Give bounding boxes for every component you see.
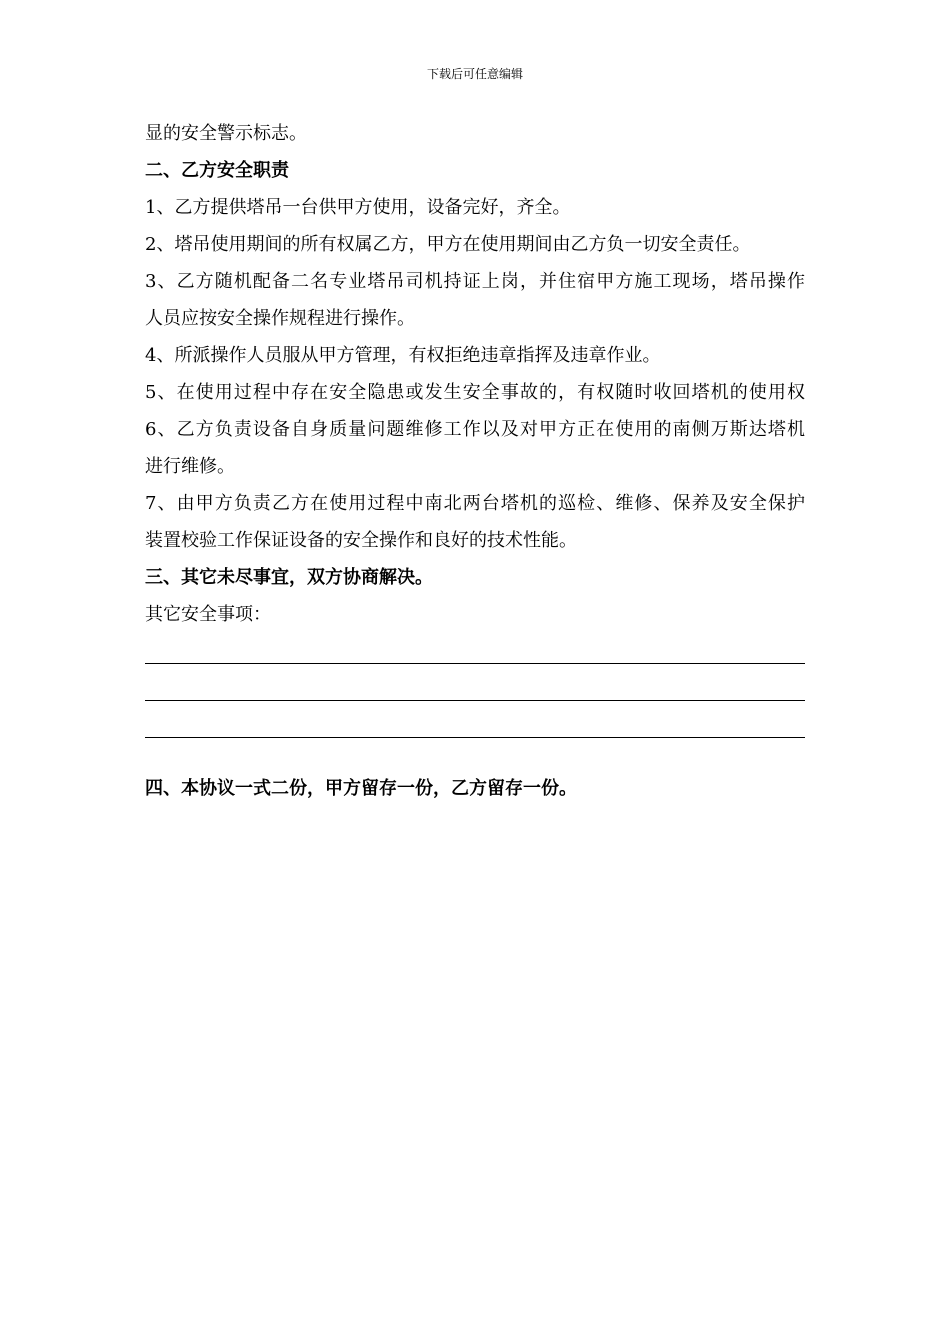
section-heading-2: 二、乙方安全职责 [145, 160, 289, 181]
clause-item-6-line-1: 6、乙方负责设备自身质量问题维修工作以及对甲方正在使用的南侧万斯达塔机 [145, 419, 805, 440]
page-header-note: 下载后可任意编辑 [426, 67, 523, 81]
clause-item-7-line-2: 装置校验工作保证设备的安全操作和良好的技术性能。 [145, 530, 577, 551]
clause-item-3-line-2: 人员应按安全操作规程进行操作。 [145, 308, 415, 329]
clause-item-4: 4、所派操作人员服从甲方管理，有权拒绝违章指挥及违章作业。 [145, 345, 661, 366]
clause-item-2: 2、塔吊使用期间的所有权属乙方，甲方在使用期间由乙方负一切安全责任。 [145, 234, 751, 255]
spacer [145, 751, 805, 777]
section-heading-3: 三、其它未尽事宜，双方协商解决。 [145, 567, 433, 588]
other-items-label: 其它安全事项： [145, 604, 271, 625]
paragraph-line: 显的安全警示标志。 [145, 123, 307, 144]
fill-in-blank-line [145, 640, 805, 664]
clause-item-5: 5、在使用过程中存在安全隐患或发生安全事故的，有权随时收回塔机的使用权 [145, 382, 805, 403]
fill-in-blank-line [145, 677, 805, 701]
clause-item-7-line-1: 7、由甲方负责乙方在使用过程中南北两台塔机的巡检、维修、保养及安全保护 [145, 493, 805, 514]
clause-item-1: 1、乙方提供塔吊一台供甲方使用，设备完好，齐全。 [145, 197, 571, 218]
fill-in-blank-line [145, 714, 805, 738]
document-body [145, 122, 805, 814]
clause-item-3-line-1: 3、乙方随机配备二名专业塔吊司机持证上岗，并住宿甲方施工现场，塔吊操作 [145, 271, 805, 292]
clause-item-6-line-2: 进行维修。 [145, 456, 235, 477]
section-heading-4: 四、本协议一式二份，甲方留存一份，乙方留存一份。 [145, 778, 577, 799]
